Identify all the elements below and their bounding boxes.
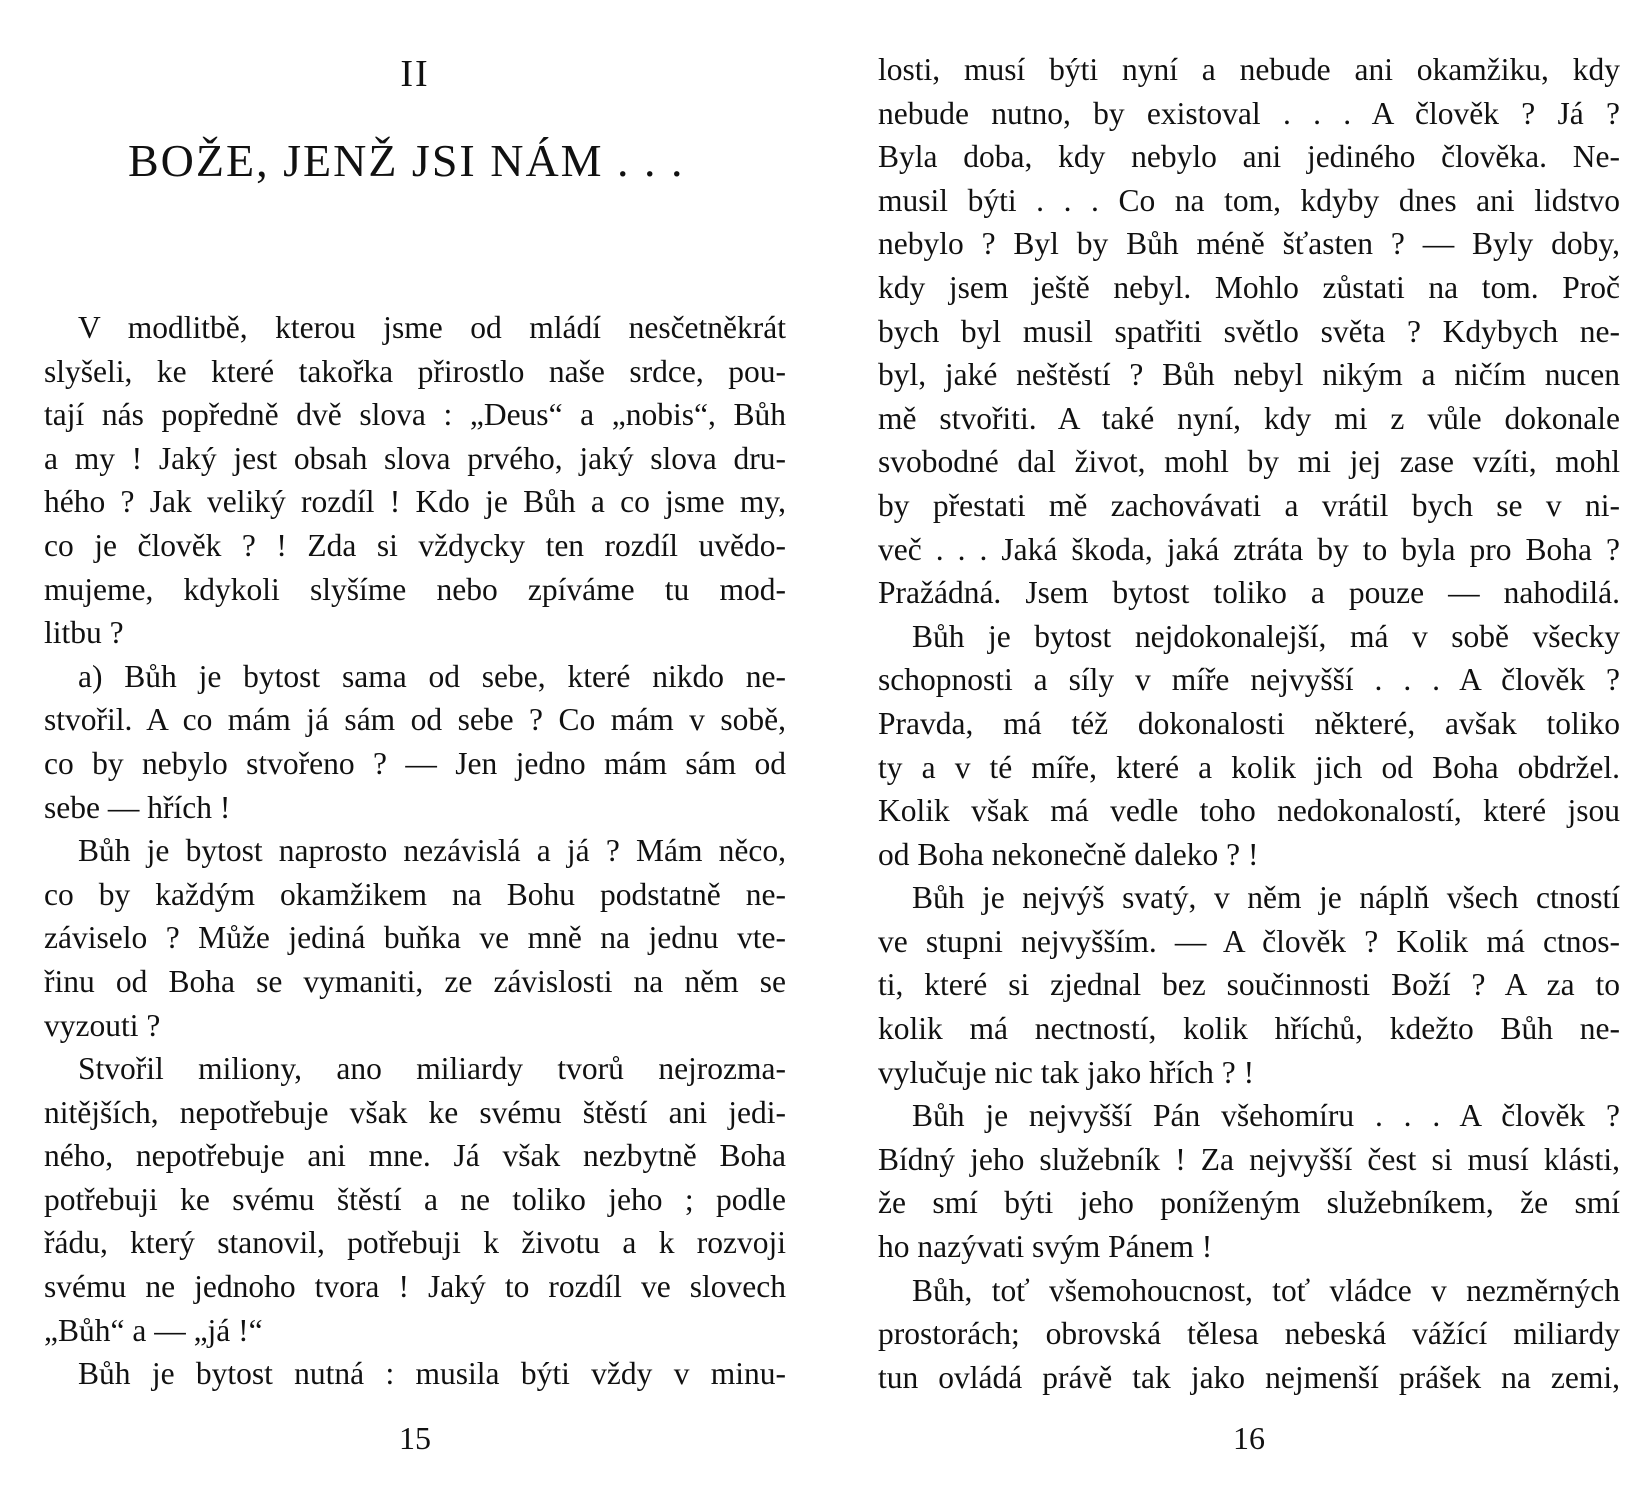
text-line: Bůh je nejvýš svatý, v něm je náplň všech ctností [912,880,1620,916]
text-line: več . . . Jaká škoda, jaká ztráta by to byla pro Boha ? [878,531,1620,567]
text-line: vylučuje nic tak jako hřích ? ! [878,1054,1255,1090]
text-line: Bůh je bytost nejdokonalejší, má v sobě všecky [912,618,1620,654]
text-line: Bídný jeho služebník ! Za nejvyšší čest si musí klásti, [878,1141,1620,1177]
text-line: Kolik však má vedle toho nedokonalostí, které jsou [878,793,1620,829]
text-line: Stvořil miliony, ano miliardy tvorů nejrozma- [78,1051,786,1087]
text-line: Pravda, má též dokonalosti některé, avšak toliko [878,705,1620,741]
text-line: by přestati mě zachovávati a vrátil bych se v ni- [878,487,1620,523]
text-line: Bůh je nejvyšší Pán všehomíru . . . A člověk ? [912,1098,1620,1134]
text-line: schopnosti a síly v míře nejvyšší . . . A člověk ? [878,662,1620,698]
text-line: musil býti . . . Co na tom, kdyby dnes ani lidstvo [878,182,1620,218]
left-page [44,0,786,1500]
text-line: záviselo ? Může jediná buňka ve mně na jednu vte- [44,920,786,956]
text-line: kdy jsem ještě nebyl. Mohlo zůstati na tom. Proč [878,269,1620,305]
text-line: svobodné dal život, mohl by mi jej zase vzíti, mohl [878,444,1620,480]
text-line: nebude nutno, by existoval . . . A člověk ? Já ? [878,95,1620,131]
text-line: litbu ? [44,615,124,651]
text-line: stvořil. A co mám já sám od sebe ? Co mám v sobě, [44,702,786,738]
text-line: Bůh, toť všemohoucnost, toť vládce v nezměrných [912,1272,1620,1308]
text-line: co je člověk ? ! Zda si vždycky ten rozdíl uvědo- [44,527,786,563]
text-line: nitějších, nepotřebuje však ke svému štěstí ani jedi- [44,1094,786,1130]
chapter-title: BOŽE, JENŽ JSI NÁM . . . [128,135,685,186]
page-number-left: 15 [399,1420,431,1456]
text-line: byl, jaké neštěstí ? Bůh nebyl nikým a ničím nucen [878,357,1620,393]
text-line: tají nás popředně dvě slova : „Deus“ a „nobis“, Bůh [44,397,786,433]
text-line: slyšeli, ke které takořka přirostlo naše srdce, pou- [44,353,786,389]
text-line: kolik má nectností, kolik hříchů, kdežto Bůh ne- [878,1011,1620,1047]
text-line: a my ! Jaký jest obsah slova prvého, jaký slova dru- [44,440,786,476]
text-line: prostorách; obrovská tělesa nebeská vážící miliardy [878,1316,1620,1352]
text-line: ty a v té míře, které a kolik jich od Boha obdržel. [878,749,1620,785]
text-line: Pražádná. Jsem bytost toliko a pouze — nahodilá. [878,575,1620,611]
text-line: potřebuji ke svému štěstí a ne toliko jeho ; podle [44,1181,786,1217]
right-page-body [878,48,1620,1399]
text-line: že smí býti jeho poníženým služebníkem, že smí [878,1185,1620,1221]
text-line: sebe — hřích ! [44,789,231,825]
left-page-body [44,306,786,1396]
right-page [878,0,1620,1500]
text-line: řinu od Boha se vymaniti, ze závislosti na něm se [44,963,786,999]
text-line: Byla doba, kdy nebylo ani jediného člověka. Ne- [878,139,1620,175]
text-line: mujeme, kdykoli slyšíme nebo zpíváme tu mod- [44,571,786,607]
text-line: Bůh je bytost nutná : musila býti vždy v minu- [78,1356,786,1392]
text-line: ve stupni nejvyšším. — A člověk ? Kolik má ctnos- [878,923,1620,959]
text-line: hého ? Jak veliký rozdíl ! Kdo je Bůh a co jsme my, [44,484,786,520]
chapter-number: II [400,53,430,95]
text-line: ného, nepotřebuje ani mne. Já však nezbytně Boha [44,1138,786,1174]
text-line: mě stvořiti. A také nyní, kdy mi z vůle dokonale [878,400,1620,436]
text-line: co by nebylo stvořeno ? — Jen jedno mám sám od [44,745,786,781]
text-line: ti, které si zjednal bez součinnosti Boží ? A za to [878,967,1620,1003]
text-line: tun ovládá právě tak jako nejmenší prášek na zemi, [878,1359,1620,1395]
text-line: vyzouti ? [44,1007,161,1043]
text-line: nebylo ? Byl by Bůh méně šťasten ? — Byly doby, [878,226,1620,262]
text-line: a) Bůh je bytost sama od sebe, které nikdo ne- [78,658,786,694]
text-line: losti, musí býti nyní a nebude ani okamžiku, kdy [878,52,1620,87]
text-line: svému ne jednoho tvora ! Jaký to rozdíl ve slovech [44,1269,786,1305]
text-line: bych byl musil spatřiti světlo světa ? Kdybych ne- [878,313,1620,349]
text-line: Bůh je bytost naprosto nezávislá a já ? Mám něco, [78,833,786,869]
text-line: V modlitbě, kterou jsme od mládí nesčetněkrát [78,310,786,345]
text-line: od Boha nekonečně daleko ? ! [878,836,1259,872]
text-line: „Bůh“ a — „já !“ [44,1312,263,1348]
text-line: co by každým okamžikem na Bohu podstatně ne- [44,876,786,912]
text-line: řádu, který stanovil, potřebuji k životu a k rozvoji [44,1225,786,1261]
page-number-right: 16 [1233,1420,1265,1456]
text-line: ho nazývati svým Pánem ! [878,1229,1213,1265]
